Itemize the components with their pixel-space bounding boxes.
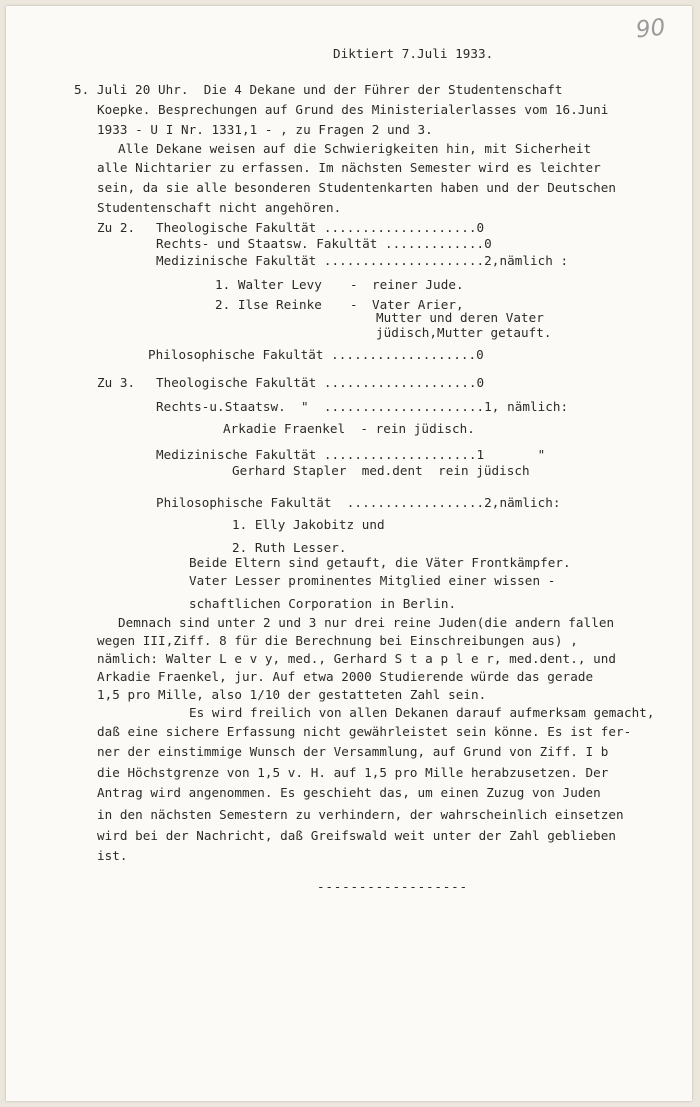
section-2-philo: Philosophische Fakultät ...................0 <box>148 347 484 362</box>
section-3-theol: Theologische Fakultät ....................0 <box>156 375 485 390</box>
conclusion-line: wird bei der Nachricht, daß Greifswald weit unter der Zahl geblieben <box>97 828 616 843</box>
section-3-rechts: Rechts-u.Staatsw. " .....................1, nämlich: <box>156 399 569 414</box>
section-2-person-1-desc: reiner Jude. <box>372 277 464 292</box>
section-2-medizin: Medizinische Fakultät .....................2,nämlich : <box>156 253 569 268</box>
conclusion-line: die Höchstgrenze von 1,5 v. H. auf 1,5 pro Mille herabzusetzen. Der <box>97 765 609 780</box>
conclusion-line: ner der einstimmige Wunsch der Versammlung, auf Grund von Ziff. I b <box>97 744 609 759</box>
intro-line: 5. Juli 20 Uhr. Die 4 Dekane und der Führer der Studentenschaft <box>74 82 563 97</box>
section-2-person-2-desc: Vater Arier, <box>372 297 464 312</box>
page-number: 90 <box>634 14 667 44</box>
section-3-medizin: Medizinische Fakultät ....................1 " <box>156 447 546 462</box>
section-3-philo-note: schaftlichen Corporation in Berlin. <box>189 596 457 611</box>
section-3-philo-note: Beide Eltern sind getauft, die Väter Frontkämpfer. <box>189 555 571 570</box>
conclusion-line: Arkadie Fraenkel, jur. Auf etwa 2000 Studierende würde das gerade <box>97 669 594 684</box>
intro-line: alle Nichtarier zu erfassen. Im nächsten Semester wird es leichter <box>97 160 601 175</box>
section-2-person-2-desc: Mutter und deren Vater <box>376 310 544 325</box>
dictation-date: Diktiert 7.Juli 1933. <box>333 46 494 61</box>
section-2-person-1-dash: - <box>350 277 358 292</box>
conclusion-line: Es wird freilich von allen Dekanen darauf aufmerksam gemacht, <box>189 705 655 720</box>
conclusion-line: Demnach sind unter 2 und 3 nur drei reine Juden(die andern fallen <box>118 615 615 630</box>
intro-line: Koepke. Besprechungen auf Grund des Ministerialerlasses vom 16.Juni <box>97 102 609 117</box>
section-2-person-2-desc: jüdisch,Mutter getauft. <box>376 325 552 340</box>
section-2-rechts: Rechts- und Staatsw. Fakultät .............0 <box>156 236 492 251</box>
section-3-label: Zu 3. <box>97 375 136 390</box>
conclusion-line: in den nächsten Semestern zu verhindern, der wahrscheinlich einsetzen <box>97 807 624 822</box>
conclusion-line: Antrag wird angenommen. Es geschieht das, um einen Zuzug von Juden <box>97 785 601 800</box>
intro-line: Alle Dekane weisen auf die Schwierigkeiten hin, mit Sicherheit <box>118 141 592 156</box>
section-2-theol: Theologische Fakultät ....................0 <box>156 220 485 235</box>
closing-rule: ------------------ <box>317 879 468 894</box>
conclusion-line: wegen III,Ziff. 8 für die Berechnung bei Einschreibungen aus) , <box>97 633 578 648</box>
intro-line: 1933 - U I Nr. 1331,1 - , zu Fragen 2 und 3. <box>97 122 433 137</box>
conclusion-line: ist. <box>97 848 128 863</box>
section-2-person-2-name: 2. Ilse Reinke <box>215 297 322 312</box>
intro-line: Studentenschaft nicht angehören. <box>97 200 342 215</box>
section-2-person-2-dash: - <box>350 297 358 312</box>
conclusion-line: 1,5 pro Mille, also 1/10 der gestatteten Zahl sein. <box>97 687 487 702</box>
section-2-person-1-name: 1. Walter Levy <box>215 277 322 292</box>
section-3-philo-person-2: 2. Ruth Lesser. <box>232 540 347 555</box>
intro-line: sein, da sie alle besonderen Studentenkarten haben und der Deutschen <box>97 180 616 195</box>
section-3-medizin-person: Gerhard Stapler med.dent rein jüdisch <box>232 463 530 478</box>
section-3-philo: Philosophische Fakultät ..................2,nämlich: <box>156 495 561 510</box>
section-2-label: Zu 2. <box>97 220 136 235</box>
conclusion-line: daß eine sichere Erfassung nicht gewährleistet sein könne. Es ist fer- <box>97 724 632 739</box>
section-3-rechts-person: Arkadie Fraenkel - rein jüdisch. <box>223 421 475 436</box>
conclusion-line: nämlich: Walter L e v y, med., Gerhard S t a p l e r, med.dent., und <box>97 651 616 666</box>
section-3-philo-note: Vater Lesser prominentes Mitglied einer wissen - <box>189 573 556 588</box>
section-3-philo-person-1: 1. Elly Jakobitz und <box>232 517 385 532</box>
